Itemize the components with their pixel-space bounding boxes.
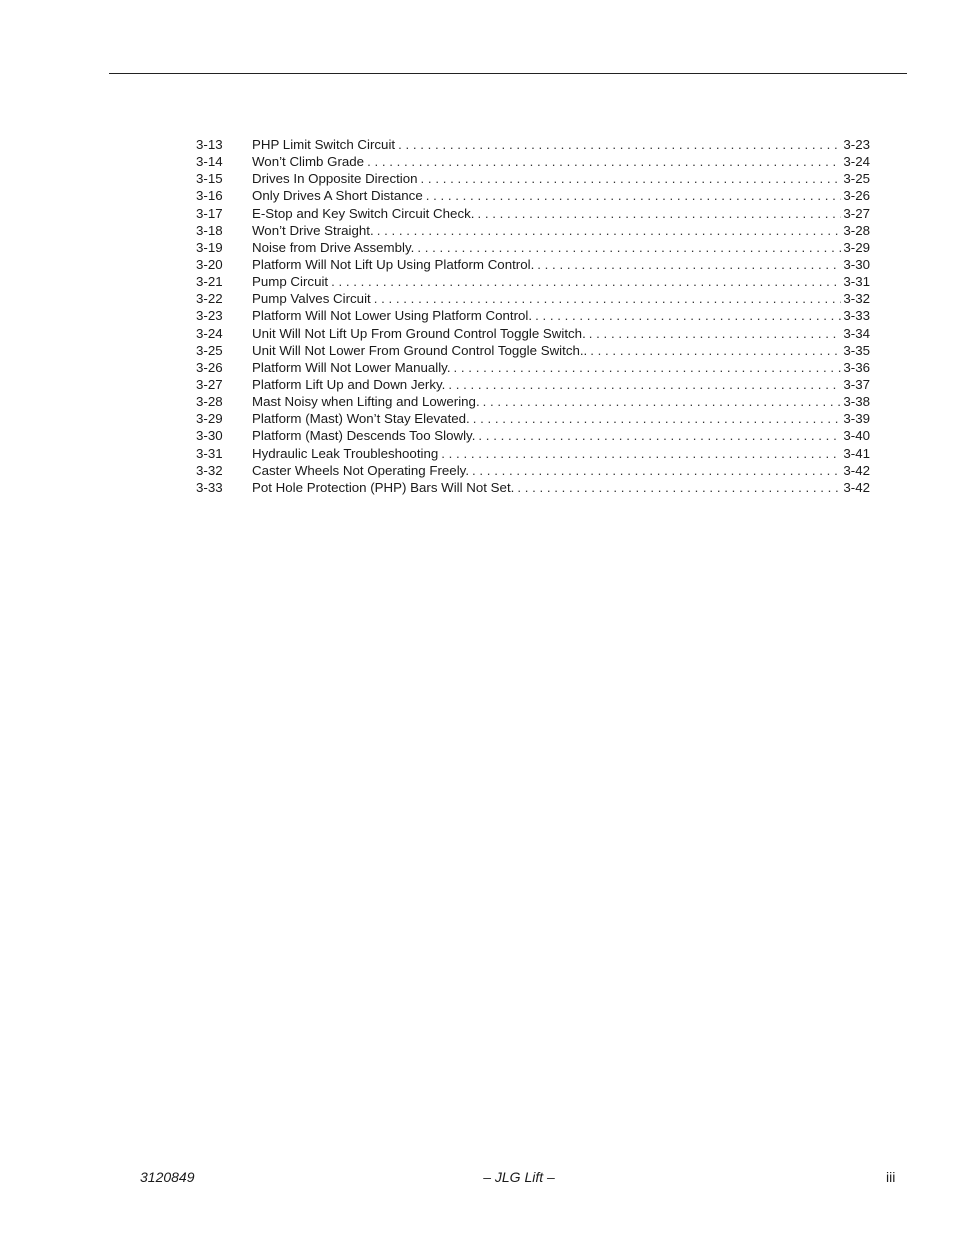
toc-entry-number: 3-16 (196, 188, 223, 204)
toc-entry[interactable] (196, 290, 870, 307)
toc-dot-leader (331, 273, 841, 290)
toc-entry[interactable] (196, 307, 870, 324)
toc-entry-title: Platform Will Not Lower Using Platform Control. (252, 308, 533, 324)
footer-brand: – JLG Lift – (483, 1169, 555, 1185)
toc-dot-leader (478, 427, 841, 444)
toc-entry-title: Platform (Mast) Descends Too Slowly. (252, 428, 476, 444)
toc-entry-number: 3-33 (196, 479, 223, 495)
footer-page-number: iii (886, 1169, 896, 1185)
toc-dot-leader (367, 153, 841, 170)
toc-entry-page: 3-30 (843, 256, 870, 272)
toc-dot-leader (417, 239, 841, 256)
toc-entry-page: 3-26 (843, 188, 870, 204)
toc-entry-page: 3-25 (843, 171, 870, 187)
toc-entry-title: Only Drives A Short Distance (252, 188, 423, 204)
toc-entry-page: 3-35 (843, 342, 870, 358)
toc-entry-title: Pot Hole Protection (PHP) Bars Will Not Set. (252, 479, 515, 495)
toc-entry-number: 3-32 (196, 462, 223, 478)
toc-entry-page: 3-37 (843, 376, 870, 392)
toc-entry[interactable] (196, 239, 870, 256)
toc-entry-title: Won’t Climb Grade (252, 154, 365, 170)
toc-dot-leader (483, 393, 842, 410)
toc-entry[interactable] (196, 376, 870, 393)
toc-dot-leader (398, 136, 841, 153)
toc-entry-title: Platform Will Not Lower Manually. (252, 359, 451, 375)
toc-entry-number: 3-24 (196, 325, 223, 341)
toc-entry[interactable] (196, 325, 870, 342)
toc-entry[interactable] (196, 359, 870, 376)
toc-entry-title: Unit Will Not Lower From Ground Control Toggle Switch.. (252, 342, 588, 358)
toc-entry-page: 3-39 (843, 411, 870, 427)
toc-dot-leader (441, 445, 841, 462)
toc-entry-page: 3-27 (843, 205, 870, 221)
toc-entry-page: 3-38 (843, 394, 870, 410)
header-rule (109, 73, 907, 74)
toc-entry-page: 3-28 (843, 222, 870, 238)
toc-dot-leader (473, 410, 842, 427)
toc-entry-title: Platform Lift Up and Down Jerky. (252, 376, 446, 392)
toc-entry-number: 3-20 (196, 256, 223, 272)
toc-entry-page: 3-34 (843, 325, 870, 341)
toc-dot-leader (448, 376, 841, 393)
toc-entry[interactable] (196, 222, 870, 239)
toc-entry-number: 3-15 (196, 171, 223, 187)
toc-dot-leader (426, 187, 842, 204)
toc-entry[interactable] (196, 205, 870, 222)
toc-entry-number: 3-17 (196, 205, 223, 221)
toc-dot-leader (374, 290, 842, 307)
toc-entry-number: 3-25 (196, 342, 223, 358)
toc-entry-page: 3-40 (843, 428, 870, 444)
toc-dot-leader (454, 359, 842, 376)
toc-entry[interactable] (196, 445, 870, 462)
toc-entry[interactable] (196, 136, 870, 153)
toc-entry[interactable] (196, 427, 870, 444)
toc-entry-title: Caster Wheels Not Operating Freely. (252, 462, 470, 478)
toc-entry-number: 3-19 (196, 239, 223, 255)
toc-entry[interactable] (196, 393, 870, 410)
toc-dot-leader (377, 222, 842, 239)
toc-dot-leader (472, 462, 841, 479)
toc-entry-title: E-Stop and Key Switch Circuit Check. (252, 205, 475, 221)
toc-entry-number: 3-28 (196, 394, 223, 410)
toc-entry-title: Platform (Mast) Won’t Stay Elevated. (252, 411, 470, 427)
toc-entry-title: Platform Will Not Lift Up Using Platform Control. (252, 256, 535, 272)
toc-entry-number: 3-18 (196, 222, 223, 238)
toc-entry[interactable] (196, 342, 870, 359)
toc-entry-title: Drives In Opposite Direction (252, 171, 418, 187)
toc-entry[interactable] (196, 187, 870, 204)
toc-entry-page: 3-33 (843, 308, 870, 324)
toc-entry-page: 3-41 (843, 445, 870, 461)
toc-entry-number: 3-30 (196, 428, 223, 444)
toc-entry-page: 3-42 (843, 462, 870, 478)
toc-entry-title: Pump Circuit (252, 274, 329, 290)
footer-doc-number: 3120849 (140, 1169, 195, 1185)
toc-dot-leader (537, 256, 841, 273)
toc-entry-number: 3-21 (196, 274, 223, 290)
toc-entry-number: 3-31 (196, 445, 223, 461)
toc-entry[interactable] (196, 256, 870, 273)
toc-entry-page: 3-29 (843, 239, 870, 255)
table-of-contents (196, 136, 870, 496)
toc-dot-leader (517, 479, 841, 496)
toc-dot-leader (535, 307, 841, 324)
toc-entry-number: 3-22 (196, 291, 223, 307)
toc-entry-title: Won’t Drive Straight. (252, 222, 374, 238)
toc-entry-number: 3-14 (196, 154, 223, 170)
toc-entry-page: 3-32 (843, 291, 870, 307)
toc-entry-title: Mast Noisy when Lifting and Lowering. (252, 394, 480, 410)
toc-dot-leader (590, 342, 841, 359)
toc-dot-leader (477, 205, 841, 222)
toc-entry-title: Unit Will Not Lift Up From Ground Control Toggle Switch. (252, 325, 586, 341)
toc-entry-page: 3-23 (843, 137, 870, 152)
toc-entry[interactable] (196, 273, 870, 290)
toc-entry[interactable] (196, 170, 870, 187)
toc-entry-number: 3-23 (196, 308, 223, 324)
toc-entry-page: 3-31 (843, 274, 870, 290)
toc-dot-leader (421, 170, 842, 187)
toc-entry[interactable] (196, 479, 870, 496)
toc-entry-page: 3-24 (843, 154, 870, 170)
toc-entry-title: PHP Limit Switch Circuit (252, 137, 396, 152)
toc-dot-leader (589, 325, 842, 342)
toc-entry-number: 3-13 (196, 137, 223, 152)
toc-entry-page: 3-42 (843, 479, 870, 495)
toc-entry[interactable] (196, 153, 870, 170)
toc-entry[interactable] (196, 410, 870, 427)
toc-entry-page: 3-36 (843, 359, 870, 375)
toc-entry[interactable] (196, 462, 870, 479)
toc-entry-title: Pump Valves Circuit (252, 291, 371, 307)
toc-entry-title: Noise from Drive Assembly. (252, 239, 415, 255)
toc-entry-number: 3-29 (196, 411, 223, 427)
toc-entry-number: 3-27 (196, 376, 223, 392)
toc-entry-title: Hydraulic Leak Troubleshooting (252, 445, 439, 461)
toc-entry-number: 3-26 (196, 359, 223, 375)
